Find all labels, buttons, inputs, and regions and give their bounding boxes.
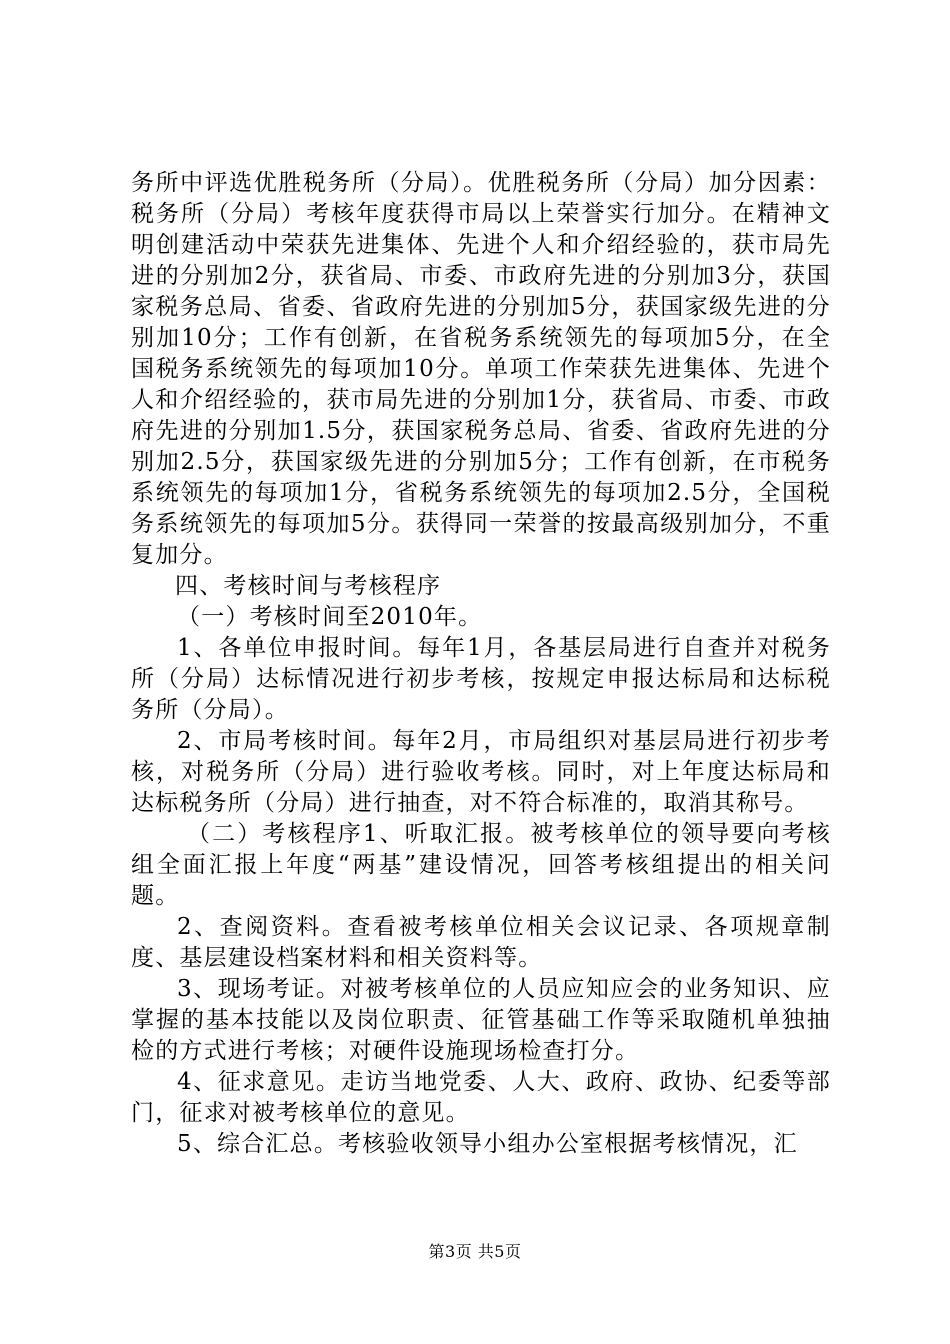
- subheading-assessment-time: （一）考核时间至2010年。: [177, 604, 483, 630]
- body-text: [131, 168, 831, 1160]
- section-heading-assessment-time-procedure: 四、考核时间与考核程序: [175, 573, 442, 599]
- paragraph-assessment-procedure-report: （二）考核程序1、听取汇报。被考核单位的领导要向考核组全面汇报上年度“两基”建设情况，回答考核组提出的相关问题。: [131, 821, 831, 909]
- paragraph-unit-declaration-time: 1、各单位申报时间。每年1月，各基层局进行自查并对税务所（分局）达标情况进行初步考核，按规定申报达标局和达标税务所（分局）。: [131, 635, 831, 723]
- paragraph-solicit-opinions: 4、征求意见。走访当地党委、人大、政府、政协、纪委等部门，征求对被考核单位的意见。: [131, 1069, 831, 1126]
- paragraph-city-bureau-assessment-time: 2、市局考核时间。每年2月，市局组织对基层局进行初步考核，对税务所（分局）进行验收考核。同时，对上年度达标局和达标税务所（分局）进行抽查，对不符合标准的，取消其称号。: [131, 728, 831, 816]
- paragraph-on-site-verification: 3、现场考证。对被考核单位的人员应知应会的业务知识、应掌握的基本技能以及岗位职责、征管基础工作等采取随机单独抽检的方式进行考核；对硬件设施现场检查打分。: [131, 976, 831, 1064]
- paragraph-comprehensive-summary: 5、综合汇总。考核验收领导小组办公室根据考核情况，汇: [177, 1131, 798, 1157]
- paragraph-bonus-points: 务所中评选优胜税务所（分局）。优胜税务所（分局）加分因素：税务所（分局）考核年度获得市局以上荣誉实行加分。在精神文明创建活动中荣获先进集体、先进个人和介绍经验的，获市局先进的分别加2分，获省局、市委、市政府先进的分别加3分，获国家税务总局、省委、省政府先进的分别加5分，获国家级先进的分别加10分；工作有创新，在省税务系统领先的每项加5分，在全国税务系统领先的每项加10分。单项工作荣获先进集体、先进个人和介绍经验的，获市局先进的分别加1分，获省局、市委、市政府先进的分别加1.5分，获国家税务总局、省委、省政府先进的分别加2.5分，获国家级先进的分别加5分；工作有创新，在市税务系统领先的每项加1分，省税务系统领先的每项加2.5分，全国税务系统领先的每项加5分。获得同一荣誉的按最高级别加分，不重复加分。: [131, 170, 831, 568]
- paragraph-review-materials: 2、查阅资料。查看被考核单位相关会议记录、各项规章制度、基层建设档案材料和相关资料等。: [131, 914, 831, 971]
- page-footer: 第3页 共5页: [428, 1242, 522, 1261]
